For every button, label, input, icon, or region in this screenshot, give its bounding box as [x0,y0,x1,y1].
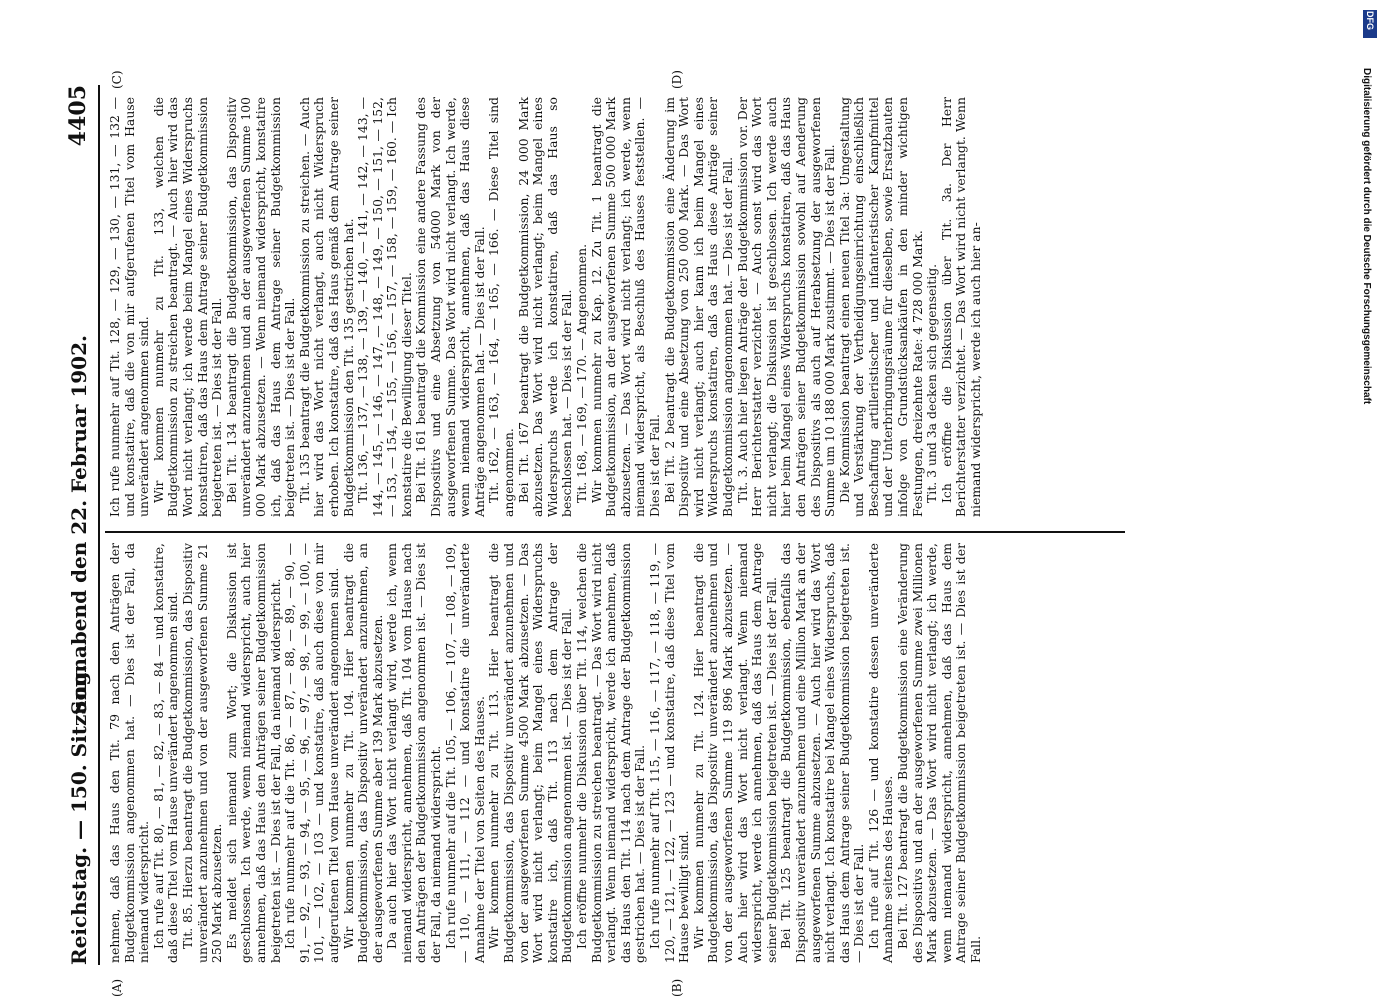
paragraph: Ich rufe auf Tit. 126 — und konstatire dessen unveränderte Annahme seitens des Hauses. [865,543,896,963]
paragraph: Tit. 136, — 137, — 138, — 139, — 140, — 141, — 142, — 143, — 144, — 145, — 146, — 147, — 148, — 149, — 150, — 151, — 152, — 153, — 154, — 155, — 156, — 157, — 158, — 159, — 160. — Ich konstatire die Bewilligung dieser Titel. [355,97,414,517]
paragraph: Bei Tit. 127 beantragt die Budgetkommission eine Veränderung des Dispositivs und an der ausgeworfenen Summe zwei Millionen Mark abzusetzen. — Das Wort wird nicht verlangt; ich werde, wenn niemand widerspricht, annehmen, daß das Haus dem Antrage seiner Budgetkommission beigetreten ist. — Dies ist der Fall. [895,543,984,963]
paragraph: Wir kommen nunmehr zu Tit. 113. Hier beantragt die Budgetkommission, das Dispositiv unverändert anzunehmen und von der ausgeworfenen Summe 4500 Mark abzusetzen. — Das Wort wird nicht verlangt; beim Mangel eines Widerspruchs konstatire ich, daß Tit. 113 nach dem Antrage der Budgetkommission angenommen ist. — Dies ist der Fall. [486,543,575,963]
paragraph: Wir kommen nunmehr zu Kap. 12. Zu Tit. 1 beantragt die Budgetkommission, an der ausgeworfenen Summe 500 000 Mark abzusetzen. — Das Wort wird nicht verlangt; ich werde, wenn niemand widerspricht, als Beschluß des Hauses feststellen. — Dies ist der Fall. [588,97,662,517]
paragraph: Ich eröffne die Diskussion über Tit. 3a. Der Herr Berichterstatter verzichtet. — Das Wort wird nicht verlangt. Wenn niemand widerspricht, werde ich auch hier an- [938,97,984,517]
marker-a: (A) [110,978,124,997]
right-column [108,97,984,517]
paragraph: Ich rufe nunmehr auf die Tit. 86, — 87, — 88, — 89, — 90, — 91, — 92, — 93, — 94, — 95, — 96, — 97, — 98, — 99, — 100, — 101, — 102, — 103 — und konstatire, daß auch diese von mir aufgerufenen Titel vom Hause unverändert angenommen sind. [282,543,341,963]
left-column [108,543,984,963]
dfg-logo: DFG [1363,10,1377,38]
paragraph: Tit. 135 beantragt die Budgetkommission zu streichen. — Auch hier wird das Wort nicht verlangt, auch nicht Widerspruch erhoben. Ich konstatire, daß das Haus gemäß dem Antrage seiner Budgetkommission den Tit. 135 gestrichen hat. [296,97,356,517]
paragraph: Bei Tit. 125 beantragt die Budgetkommission, ebenfalls das Dispositiv unverändert anzunehmen und eine Million Mark an der ausgeworfenen Summe abzusetzen. — Auch hier wird das Wort nicht verlangt. Ich konstatire bei Mangel eines Widerspruchs, daß das Haus dem Antrage seiner Budgetkommission beigetreten ist. — Dies ist der Fall. [778,543,867,963]
paragraph: Wir kommen nunmehr zu Tit. 133, welchen die Budgetkommission zu streichen beantragt. — Auch hier wird das Wort nicht verlangt; ich werde beim Mangel eines Widerspruchs konstatiren, daß das Haus dem Antrage seiner Budgetkommission beigetreten ist. — Dies ist der Fall. [150,97,225,517]
paragraph: Tit. 162, — 163, — 164, — 165, — 166. — Diese Titel sind angenommen. [486,97,517,517]
paragraph: Ich rufe nunmehr auf Tit. 115, — 116, — 117, — 118, — 119, — 120, — 121, — 122, — 123 — und konstatire, daß diese Titel vom Hause bewilligt sind. [646,543,692,963]
page-number: 4405 [65,85,91,147]
marker-c: (C) [110,70,124,89]
paragraph: Wir kommen nunmehr zu Tit. 124. Hier beantragt die Budgetkommission, das Dispositiv unverändert anzunehmen und von der ausgeworfenen Summe 119 896 Mark abzusetzen. — Auch hier wird das Wort nicht verlangt. Wenn niemand widerspricht, werde ich annehmen, daß das Haus dem Antrage seiner Budgetkommission beigetreten ist. — Dies ist der Fall. [690,543,779,963]
paragraph: Tit. 3. Auch hier liegen Anträge der Budgetkommission vor. Der Herr Berichterstatter verzichtet. — Auch sonst wird das Wort nicht verlangt; die Diskussion ist geschlossen. Ich werde auch hier beim Mangel eines Widerspruchs konstatiren, daß das Haus den Anträgen seiner Budgetkommission sowohl auf Aenderung des Dispositivs als auch auf Herabsetzung der ausgeworfenen Summe um 10 188 000 Mark zustimmt. — Dies ist der Fall. [734,97,838,517]
column-divider [105,531,1125,533]
page-header [65,75,95,975]
paragraph: Bei Tit. 167 beantragt die Budgetkommission, 24 000 Mark abzusetzen. Das Wort wird nicht verlangt; beim Mangel eines Widerspruchs werde ich konstatiren, daß das Haus so beschlossen hat. — Dies ist der Fall. [515,97,575,517]
header-left: Reichstag. — 150. Sitzung. [67,664,91,965]
paragraph: Tit. 168, — 169, — 170. — Angenommen. [574,243,589,503]
paragraph: Ich eröffne nunmehr die Diskussion über Tit. 114, welchen die Budgetkommission zu streichen beantragt. — Das Wort wird nicht verlangt. Wenn niemand widerspricht, werde ich annehmen, daß das Haus den Tit. 114 nach dem Antrage der Budgetkommission gestrichen hat. — Dies ist der Fall. [574,543,648,963]
paragraph: Bei Tit. 134 beantragt die Budgetkommission, das Dispositiv unverändert anzunehmen und an der ausgeworfenen Summe 100 000 Mark abzusetzen. — Wenn niemand widerspricht, konstatire ich, daß das Haus dem Antrage seiner Budgetkommission beigetreten ist. — Dies ist der Fall. [223,97,298,517]
paragraph: Da auch hier das Wort nicht verlangt wird, werde ich, wenn niemand widerspricht, annehmen, daß Tit. 104 vom Hause nach den Anträgen der Budgetkommission angenommen ist. — Dies ist der Fall, da niemand widerspricht. [384,543,444,963]
funding-note-text: Digitalisierung gefördert durch die Deutsche Forschungsgemeinschaft [1361,68,1372,405]
paragraph: Bei Tit. 2 beantragt die Budgetkommission eine Änderung im Dispositiv und eine Absetzung von 250 000 Mark. — Das Wort wird nicht verlangt; auch hier kann ich beim Mangel eines Widerspruchs konstatiren, daß das Haus diese Anträge seiner Budgetkommission angenommen hat. — Dies ist der Fall. [661,97,735,517]
paragraph: Wir kommen nunmehr zu Tit. 104. Hier beantragt die Budgetkommission, das Dispositiv unverändert anzunehmen, an der ausgeworfenen Summe aber 139 Mark abzusetzen. [340,543,385,963]
paragraph: Tit. 85. Hierzu beantragt die Budgetkommission, das Dispositiv unverändert anzunehmen und von der ausgeworfenen Summe 21 250 Mark abzusetzen. [179,543,225,963]
paragraph: Ich rufe nunmehr auf die Tit. 105, — 106, — 107, — 108, — 109, — 110, — 111, — 112 — und konstatire die unveränderte Annahme der Titel von Seiten des Hauses. [442,543,487,963]
paragraph: Es meldet sich niemand zum Wort; die Diskussion ist geschlossen. Ich werde, wenn niemand widerspricht, auch hier annehmen, daß das Haus den Anträgen seiner Budgetkommission beigetreten ist. — Dies ist der Fall, da niemand widerspricht. [223,543,283,963]
header-rule [98,85,100,965]
marker-b: (B) [670,978,684,997]
funding-note [1360,8,1374,988]
paragraph: Bei Tit. 161 beantragt die Kommission eine andere Fassung des Dispositivs und eine Absetzung von 54000 Mark von der ausgeworfenen Summe. Das Wort wird nicht verlangt. Ich werde, wenn niemand widerspricht, annehmen, daß das Haus diese Anträge angenommen hat. — Dies ist der Fall. [413,97,487,517]
paragraph: Ich rufe nunmehr auf Tit. 128, — 129, — 130, — 131, — 132 — und konstatire, daß die von mir aufgerufenen Titel vom Hause unverändert angenommen sind. [107,97,152,517]
paragraph: Ich rufe auf Tit. 80, — 81, — 82, — 83, — 84 — und konstatire, daß diese Titel vom Hause unverändert angenommen sind. [150,543,181,963]
marker-d: (D) [670,70,684,89]
paragraph: nehmen, daß das Haus den Tit. 79 nach den Anträgen der Budgetkommission angenommen hat. — Dies ist der Fall, da niemand widerspricht. [107,543,152,963]
paragraph: Tit. 3 und 3a decken sich gegenseitig. [924,263,940,503]
header-date: Sonnabend den 22. Februar 1902. [67,335,91,715]
rotated-sheet [30,70,1370,997]
paragraph: Die Kommission beantragt einen neuen Titel 3a: Umgestaltung und Verstärkung der Vertheidigungseinrichtung einschließlich Beschaffung artilleristischer und infanteristischer Kampfmittel und der Unterbringungsräume für dieselben, sowie Ersatzbauten infolge von Grundstücksankäufen in den minder wichtigen Festungen, dreizehnte Rate: 4 728 000 Mark. [836,97,925,517]
